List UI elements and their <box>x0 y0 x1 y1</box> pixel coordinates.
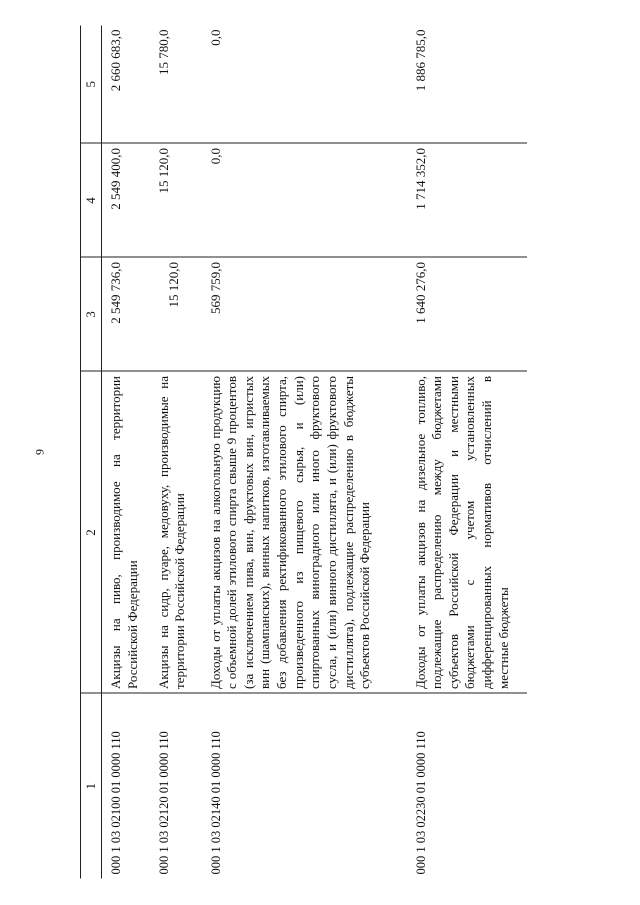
column-header-1: 1 <box>81 694 102 879</box>
page-number: 9 <box>32 449 47 455</box>
column-header-2: 2 <box>81 372 102 694</box>
column-header-4: 4 <box>81 144 102 258</box>
value-col4: 0,0 <box>202 144 407 258</box>
value-col4: 1 714 352,0 <box>407 144 527 258</box>
table-row <box>407 26 527 879</box>
budget-code: 000 1 03 02120 01 0000 110 <box>156 731 171 875</box>
rotated-page-content <box>80 26 560 879</box>
value-col3: 2 549 736,0 <box>102 258 150 372</box>
revenue-table <box>80 26 527 879</box>
value-col4: 15 120,0 <box>150 144 202 258</box>
value-col3: 15 120,0 <box>150 258 202 372</box>
value-col4: 2 549 400,0 <box>102 144 150 258</box>
value-col5: 0,0 <box>202 26 407 144</box>
value-col5: 15 780,0 <box>150 26 202 144</box>
revenue-name: Акцизы на сидр, пуаре, медовуху, производимые на территории Российской Федерации <box>150 372 202 694</box>
table-row <box>102 26 150 879</box>
value-col3: 1 640 276,0 <box>407 258 527 372</box>
budget-code: 000 1 03 02100 01 0000 110 <box>109 731 123 875</box>
table-header-row <box>81 26 102 879</box>
value-col5: 1 886 785,0 <box>407 26 527 144</box>
revenue-name: Акцизы на пиво, производимое на территории Российской Федерации <box>102 372 150 694</box>
revenue-name: Доходы от уплаты акцизов на алкогольную продукцию с объемной долей этилового спирта свыше 9 процентов (за исключением пива, вин, фруктовых вин, игристых вин (шампанских), винных напитков, изготавливаемых без добавления ректификованного этилового спирта, произведенного из пищевого сырья, и (или) спиртованных виноградного или иного фруктового сусла, и (или) винного дистиллята, и (или) фруктового дистиллята), подлежащие распределению в бюджеты субъектов Российской Федерации <box>202 372 407 694</box>
column-header-3: 3 <box>81 258 102 372</box>
revenue-name: Доходы от уплаты акцизов на дизельное топливо, подлежащие распределению между бюджетами субъектов Российской Федерации и местными бюджетами с учетом установленных дифференцированных нормативов отчислений в местные бюджеты <box>407 372 527 694</box>
budget-code: 000 1 03 02140 01 0000 110 <box>208 731 223 875</box>
column-header-5: 5 <box>81 26 102 144</box>
value-col5: 2 660 683,0 <box>102 26 150 144</box>
table-row <box>150 26 202 879</box>
value-col3: 569 759,0 <box>202 258 407 372</box>
budget-code: 000 1 03 02230 01 0000 110 <box>413 731 428 875</box>
table-row <box>202 26 407 879</box>
